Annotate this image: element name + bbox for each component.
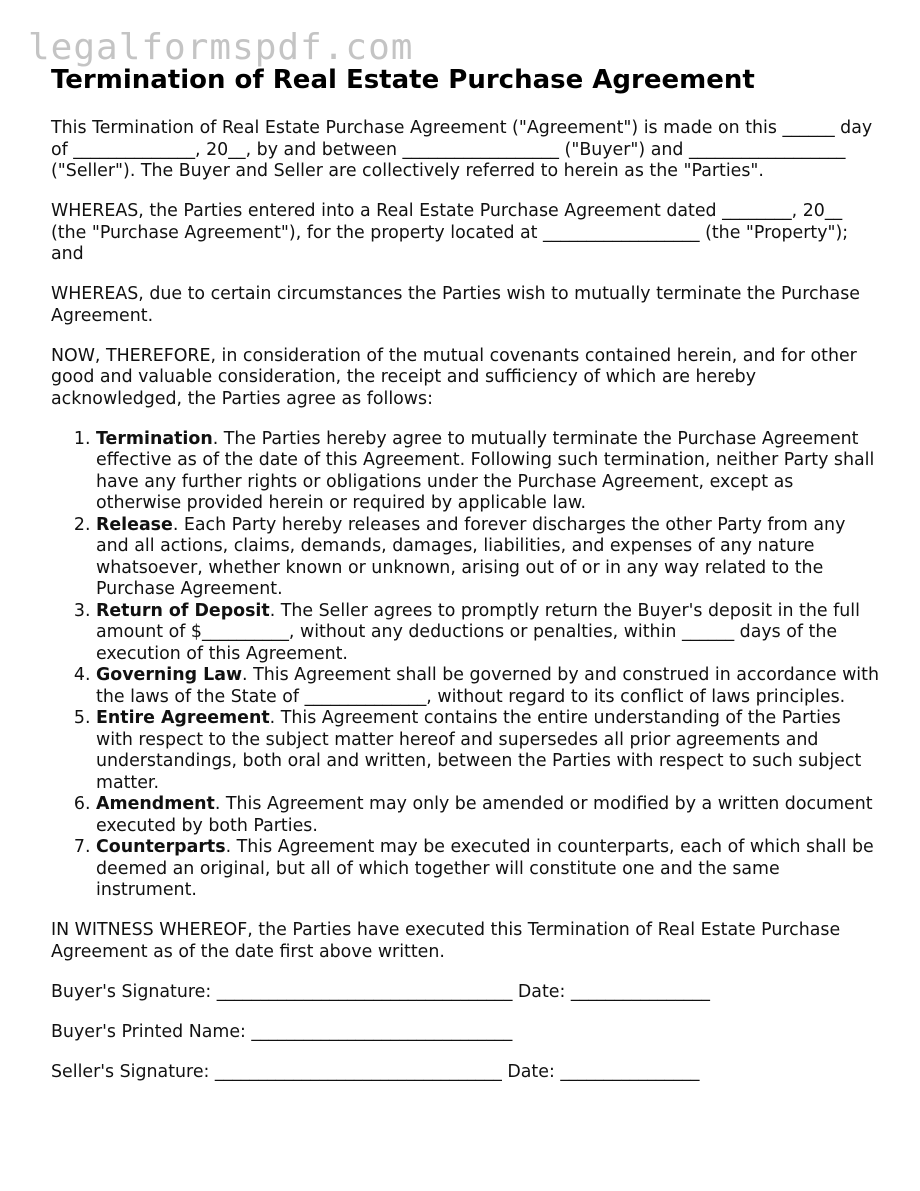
whereas-purchase-paragraph: WHEREAS, the Parties entered into a Real Estate Purchase Agreement dated ________, 20__ (the "Purchase Agreement"), for the property located at __________________ (the "Property"); and [51, 201, 849, 264]
clause-return-of-deposit [96, 601, 881, 666]
clause-heading: Amendment [96, 794, 215, 814]
clause-termination [96, 429, 881, 515]
intro-paragraph: This Termination of Real Estate Purchase Agreement ("Agreement") is made on this ______ day of ______________, 20__, by and between __________________ ("Buyer") and __________________ ("Seller"). The Buyer and Seller are collectively referred to herein as the "Parties". [51, 118, 873, 181]
clause-list [51, 429, 881, 902]
clause-text: . This Agreement may be executed in counterparts, each of which shall be deemed an original, but all of which together will constitute one and the same instrument. [96, 837, 874, 900]
clause-text: . This Agreement contains the entire understanding of the Parties with respect to the subject matter hereof and supersedes all prior agreements and understandings, both oral and written, between the Parties with respect to such subject matter. [96, 708, 862, 793]
clause-text: . The Parties hereby agree to mutually terminate the Purchase Agreement effective as of the date of this Agreement. Following such termination, neither Party shall have any further rights or obligations under the Purchase Agreement, except as otherwise provided herein or required by applicable law. [96, 428, 875, 513]
now-therefore-paragraph: NOW, THEREFORE, in consideration of the mutual covenants contained herein, and for other good and valuable consideration, the receipt and sufficiency of which are hereby acknowledged, the Parties agree as follows: [51, 345, 857, 409]
clause-text: . This Agreement shall be governed by and construed in accordance with the laws of the State of ______________, without regard to its conflict of laws principles. [96, 665, 879, 707]
witness-paragraph: IN WITNESS WHEREOF, the Parties have executed this Termination of Real Estate Purchase Agreement as of the date first above written. [51, 920, 841, 962]
clause-heading: Governing Law [96, 665, 243, 685]
document-title: Termination of Real Estate Purchase Agreement [51, 65, 755, 95]
clause-heading: Entire Agreement [96, 708, 270, 728]
watermark-logo: legalformspdf.com [28, 27, 414, 68]
clause-heading: Return of Deposit [96, 600, 270, 621]
buyer-signature-line: Buyer's Signature: __________________________________ Date: ________________ [51, 981, 710, 1002]
clause-text: . Each Party hereby releases and forever discharges the other Party from any and all actions, claims, demands, damages, liabilities, and expenses of any nature whatsoever, whether known or unknown, arising out of or in any way related to the Purchase Agreement. [96, 514, 846, 599]
whereas-terminate-paragraph: WHEREAS, due to certain circumstances the Parties wish to mutually terminate the Purchase Agreement. [51, 284, 860, 326]
clause-heading: Counterparts [96, 837, 226, 857]
clause-release [96, 515, 881, 601]
buyer-printed-name-line: Buyer's Printed Name: ______________________________ [51, 1021, 513, 1042]
clause-governing-law [96, 665, 881, 708]
clause-heading: Release [96, 514, 173, 535]
clause-amendment [96, 794, 881, 837]
document-body [51, 118, 881, 1102]
clause-text: . This Agreement may only be amended or modified by a written document executed by both Parties. [96, 794, 873, 836]
clause-counterparts [96, 837, 881, 902]
clause-heading: Termination [96, 428, 213, 449]
clause-entire-agreement [96, 708, 881, 794]
seller-signature-line: Seller's Signature: _________________________________ Date: ________________ [51, 1061, 700, 1082]
clause-text: . The Seller agrees to promptly return the Buyer's deposit in the full amount of $__________, without any deductions or penalties, within ______ days of the execution of this Agreement. [96, 600, 860, 664]
